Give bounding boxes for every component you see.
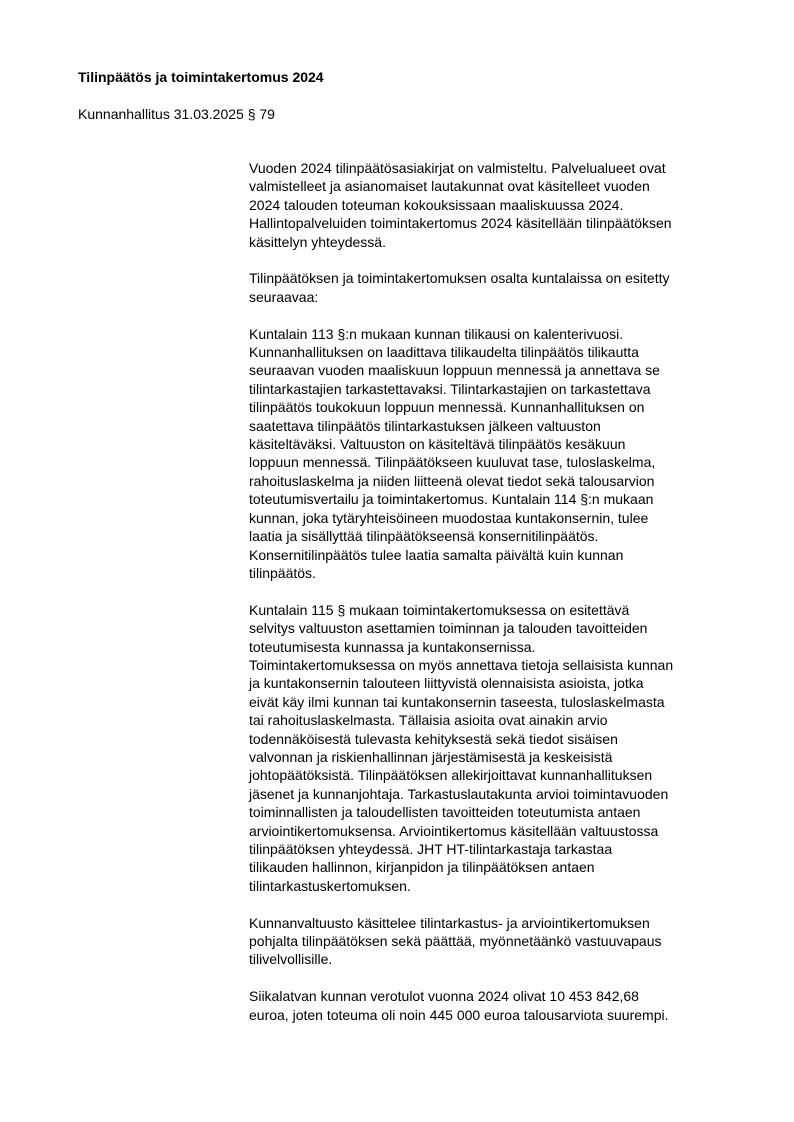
text-line: johtopäätöksistä. Tilinpäätöksen allekirjoittavat kunnanhallituksen	[249, 767, 653, 784]
text-line: tilivelvollisille.	[249, 951, 333, 968]
document-body	[249, 159, 737, 1042]
text-line: tilikauden hallinnon, kirjanpidon ja tilinpäätöksen antaen	[249, 859, 595, 876]
text-line: käsiteltäväksi. Valtuuston on käsiteltävä tilinpäätös kesäkuun	[249, 436, 626, 453]
text-line: Siikalatvan kunnan verotulot vuonna 2024 olivat 10 453 842,68	[249, 988, 639, 1005]
meeting-reference: Kunnanhallitus 31.03.2025 § 79	[78, 106, 275, 122]
text-line: kunnan, joka tytäryhteisöineen muodostaa kuntakonsernin, tulee	[249, 509, 649, 526]
paragraph-tax-revenue	[249, 987, 737, 1024]
paragraph-council	[249, 914, 737, 969]
text-line: tilinpäätös toukokuun loppuun mennessä. Kunnanhallituksen on	[249, 399, 645, 416]
text-line: valmistelleet ja asianomaiset lautakunnat ovat käsitelleet vuoden	[249, 178, 650, 195]
text-line: toteutumisvertailu ja toimintakertomus. Kuntalain 114 §:n mukaan	[249, 491, 654, 508]
text-line: ja kuntakonsernin talouteen liittyvistä olennaisista asioista, jotka	[249, 675, 644, 692]
text-line: tai rahoituslaskelmasta. Tällaisia asioita ovat ainakin arvio	[249, 712, 608, 729]
text-line: jäsenet ja kunnanjohtaja. Tarkastuslautakunta arvioi toimintavuoden	[249, 785, 669, 802]
text-line: todennäköisestä tulevasta kehityksestä sekä tiedot sisäisen	[249, 730, 618, 747]
text-line: Vuoden 2024 tilinpäätösasiakirjat on valmisteltu. Palvelualueet ovat	[249, 160, 666, 176]
paragraph-intro	[249, 269, 737, 306]
text-line: pohjalta tilinpäätöksen sekä päättää, myönnetäänkö vastuuvapaus	[249, 933, 662, 949]
paragraph-preparation	[249, 159, 737, 251]
text-line: Kuntalain 113 §:n mukaan kunnan tilikausi on kalenterivuosi.	[249, 325, 624, 342]
text-line: Kunnanvaltuusto käsittelee tilintarkastus- ja arviointikertomuksen	[249, 914, 650, 931]
text-line: Tilinpäätöksen ja toimintakertomuksen osalta kuntalaissa on esitetty	[249, 270, 670, 287]
text-line: tilintarkastuskertomuksen.	[249, 877, 411, 894]
text-line: saatettava tilinpäätös tilintarkastuksen jälkeen valtuuston	[249, 417, 601, 434]
text-line: euroa, joten toteuma oli noin 445 000 euroa talousarviota suurempi.	[249, 1006, 669, 1023]
text-line: loppuun mennessä. Tilinpäätökseen kuuluvat tase, tuloslaskelma,	[249, 454, 656, 471]
text-line: seuraavaa:	[249, 288, 319, 305]
text-line: tilintarkastajien tarkastettavaksi. Tilintarkastajien on tarkastettava	[249, 380, 651, 397]
text-line: Hallintopalveluiden toimintakertomus 2024 käsitellään tilinpäätöksen	[249, 215, 672, 232]
text-line: tilinpäätöksen yhteydessä. JHT HT-tilintarkastaja tarkastaa	[249, 840, 613, 857]
text-line: toiminnallisten ja taloudellisten tavoitteiden toteutumista antaen	[249, 804, 641, 821]
text-line: käsittelyn yhteydessä.	[249, 233, 386, 250]
text-line: tilinpäätös.	[249, 564, 316, 581]
paragraph-section-113	[249, 325, 737, 583]
text-line: valvonnan ja riskienhallinnan järjestämisestä ja keskeisistä	[249, 748, 613, 765]
text-line: selvitys valtuuston asettamien toiminnan ja talouden tavoitteiden	[249, 620, 648, 637]
text-line: 2024 talouden toteuman kokouksissaan maaliskuussa 2024.	[249, 196, 624, 213]
text-line: eivät käy ilmi kunnan tai kuntakonsernin taseesta, tuloslaskelmasta	[249, 693, 665, 710]
paragraph-section-115	[249, 601, 737, 896]
document-title: Tilinpäätös ja toimintakertomus 2024	[78, 69, 324, 85]
text-line: toteutumisesta kunnassa ja kuntakonsernissa.	[249, 638, 536, 655]
text-line: arviointikertomuksensa. Arviointikertomus käsitellään valtuustossa	[249, 822, 659, 839]
text-line: seuraavan vuoden maaliskuun loppuun mennessä ja annettava se	[249, 362, 660, 379]
text-line: rahoituslaskelma ja niiden liitteenä olevat tiedot sekä talousarvion	[249, 472, 655, 489]
text-line: Kunnanhallituksen on laadittava tilikaudelta tilinpäätös tilikautta	[249, 344, 639, 361]
text-line: Konsernitilinpäätös tulee laatia samalta päivältä kuin kunnan	[249, 546, 624, 563]
text-line: Kuntalain 115 § mukaan toimintakertomuksessa on esitettävä	[249, 601, 630, 618]
text-line: laatia ja sisällyttää tilinpäätökseensä konsernitilinpäätös.	[249, 528, 599, 545]
text-line: Toimintakertomuksessa on myös annettava tietoja sellaisista kunnan	[249, 656, 674, 673]
